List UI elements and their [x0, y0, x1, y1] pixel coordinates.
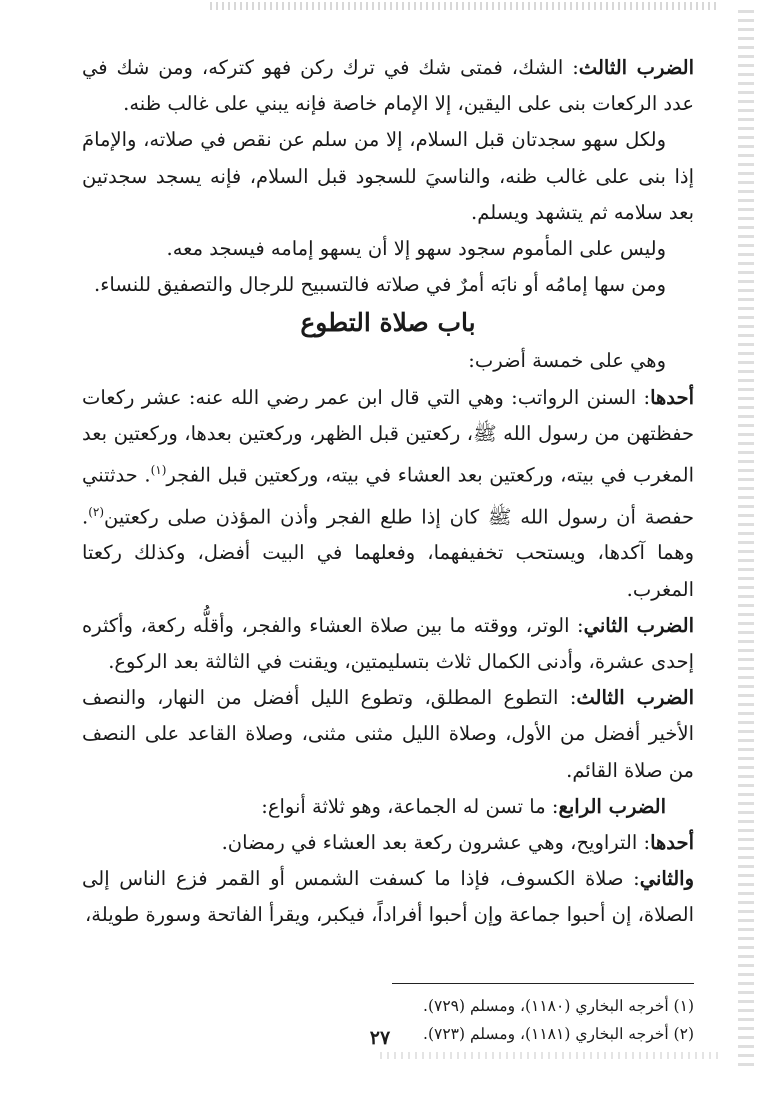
scan-noise-right — [738, 10, 754, 1070]
paragraph-two-prostrations: ولكل سهو سجدتان قبل السلام، إلا من سلم عن نقص في صلاته، والإمامَ إذا بنى على غالب ظنه، والناسيَ للسجود قبل السلام، فإنه يسجد سجدتين بعد سلامه ثم يتشهد ويسلم. — [82, 128, 694, 224]
paragraph-text: : صلاة الكسوف، فإذا ما كسفت الشمس أو القمر فزع الناس إلى الصلاة، إن أحبوا جماعة وإن أحبوا أفراداً، فيكبر، ويقرأ الفاتحة وسورة طويلة، — [82, 867, 694, 927]
paragraph-second-type-witr — [82, 608, 694, 680]
paragraph-lead: الضرب الثالث — [578, 56, 694, 79]
paragraph-follower: وليس على المأموم سجود سهو إلا أن يسهو إمامه فيسجد معه. — [166, 237, 666, 261]
chapter-heading: باب صلاة التطوع — [300, 308, 476, 338]
paragraph-text: : التراويح، وهي عشرون ركعة بعد العشاء في رمضان. — [221, 831, 651, 855]
paragraph-tarawih — [82, 825, 694, 861]
paragraph-lead: والثاني — [639, 867, 694, 891]
paragraph-text: : السنن الرواتب: وهي التي قال ابن عمر رضي الله عنه: عشر ركعات حفظتهن من رسول الله ﷺ، ركعتين قبل الظهر، وركعتين بعدها، وركعتين بعد المغرب في بيته، وركعتين بعد العشاء في بيته، وركعتين قبل الفجر — [82, 385, 694, 487]
paragraph-third-type-voluntary — [82, 680, 694, 789]
paragraph-text: . وهما آكدها، ويستحب تخفيفهما، وفعلهما في البيت أفضل، وكذلك ركعتا المغرب. — [82, 505, 694, 601]
scan-noise-top — [210, 2, 720, 10]
footnote-marker-1[interactable]: (١) — [150, 463, 167, 478]
paragraph-text: : التطوع المطلق، وتطوع الليل أفضل من النهار، والنصف الأخير أفضل من الأول، وصلاة الليل مثنى مثنى، وصلاة القاعد على النصف من صلاة القائم. — [82, 686, 694, 782]
paragraph-lead: أحدها — [650, 385, 694, 409]
footnote-marker-2[interactable]: (٢) — [88, 504, 105, 519]
paragraph-tasbih: ومن سها إمامُه أو نابَه أمرٌ في صلاته فالتسبيح للرجال والتصفيق للنساء. — [94, 273, 666, 297]
page-number: ٢٧ — [369, 1027, 391, 1049]
paragraph-lead: الضرب الثاني — [583, 613, 694, 637]
scan-noise-bottom — [380, 1052, 720, 1059]
paragraph-lead: أحدها — [650, 831, 694, 855]
footnote-divider — [392, 983, 694, 984]
footnote-1: (١) أخرجه البخاري (١١٨٠)، ومسلم (٧٢٩). — [423, 997, 694, 1015]
paragraph-intro-five-types: وهي على خمسة أضرب: — [468, 349, 666, 373]
paragraph-lead: الضرب الثالث — [576, 686, 694, 710]
paragraph-text: : ما تسن له الجماعة، وهو ثلاثة أنواع: — [261, 794, 559, 818]
paragraph-text: . حدثتني حفصة أن رسول الله ﷺ كان إذا طلع الفجر وأذن المؤذن صلى ركعتين — [82, 463, 694, 529]
paragraph-eclipse — [82, 861, 694, 933]
paragraph-text: : الوتر، ووقته ما بين صلاة العشاء والفجر، وأقلُّه ركعة، وأكثره إحدى عشرة، وأدنى الكمال ثلاث بتسليمتين، ويقنت في الثالثة بعد الركوع. — [82, 613, 694, 674]
page-body — [82, 50, 694, 934]
paragraph-text: : الشك، فمتى شك في ترك ركن فهو كتركه، ومن شك في عدد الركعات بنى على اليقين، إلا الإمام خاصة فإنه يبني على غالب ظنه. — [82, 56, 694, 116]
paragraph-first-type — [82, 380, 694, 608]
paragraph-lead: الضرب الرابع — [558, 794, 666, 818]
paragraph-third-type-doubt — [82, 50, 694, 122]
paragraph-fourth-type — [82, 789, 694, 825]
footnote-2: (٢) أخرجه البخاري (١١٨١)، ومسلم (٧٢٣). — [423, 1025, 694, 1043]
